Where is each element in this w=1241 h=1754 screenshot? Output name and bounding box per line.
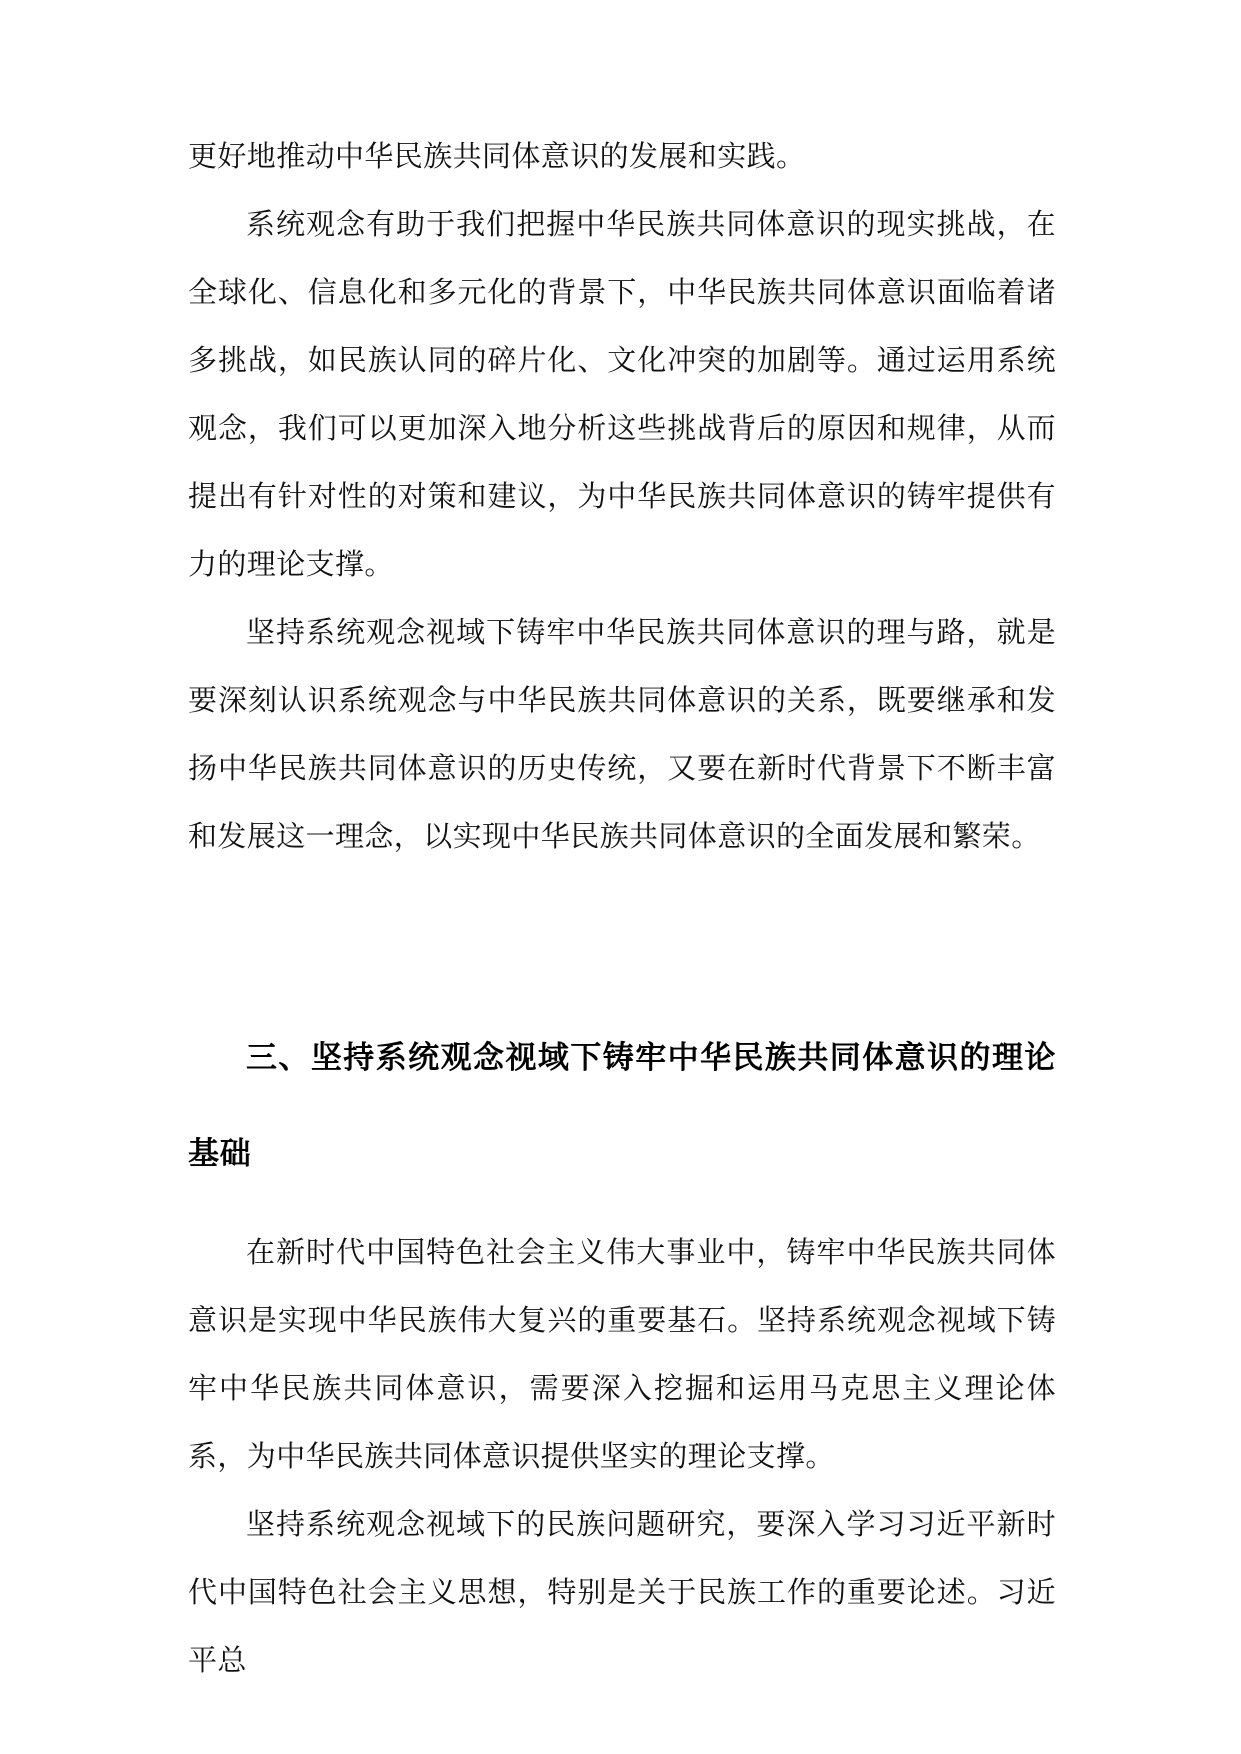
body-text-bottom [188, 1218, 1056, 1694]
paragraph-continuation: 更好地推动中华民族共同体意识的发展和实践。 [188, 139, 806, 173]
paragraph-principle-and-path: 坚持系统观念视域下铸牢中华民族共同体意识的理与路，就是要深刻认识系统观念与中华民族共同体意识的关系，既要继承和发扬中华民族共同体意识的历史传统，又要在新时代背景下不断丰富和发展这一理念，以实现中华民族共同体意识的全面发展和繁荣。 [188, 615, 1056, 853]
section-heading: 三、坚持系统观念视域下铸牢中华民族共同体意识的理论基础 [188, 1040, 1056, 1172]
paragraph-theoretical-support: 在新时代中国特色社会主义伟大事业中，铸牢中华民族共同体意识是实现中华民族伟大复兴的重要基石。坚持系统观念视域下铸牢中华民族共同体意识，需要深入挖掘和运用马克思主义理论体系，为中华民族共同体意识提供坚实的理论支撑。 [188, 1235, 1056, 1473]
body-text-top [188, 122, 1056, 870]
paragraph-realistic-challenges: 系统观念有助于我们把握中华民族共同体意识的现实挑战，在全球化、信息化和多元化的背景下，中华民族共同体意识面临着诸多挑战，如民族认同的碎片化、文化冲突的加剧等。通过运用系统观念，我们可以更加深入地分析这些挑战背后的原因和规律，从而提出有针对性的对策和建议，为中华民族共同体意识的铸牢提供有力的理论支撑。 [188, 207, 1056, 581]
paragraph-ethnic-issues-research: 坚持系统观念视域下的民族问题研究，要深入学习习近平新时代中国特色社会主义思想，特别是关于民族工作的重要论述。习近平总 [188, 1507, 1056, 1677]
